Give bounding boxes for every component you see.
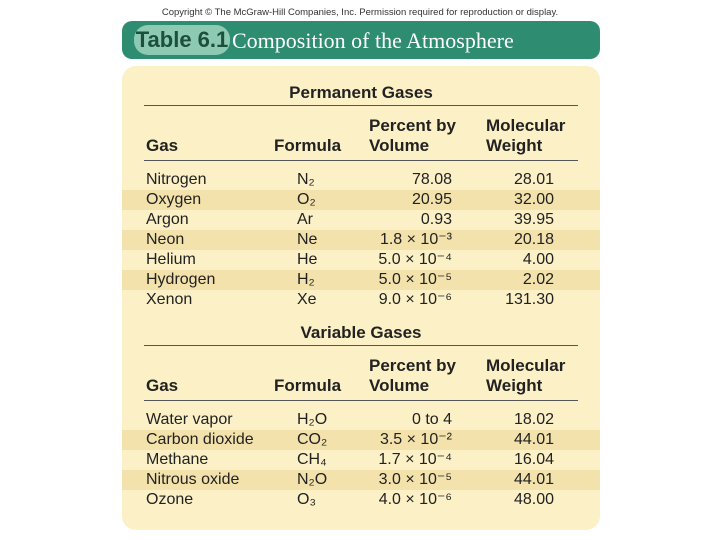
percent-by-volume: 5.0 × 10⁻⁴ <box>378 251 452 268</box>
formula: CO₂ <box>297 431 328 448</box>
percent-by-volume: 0.93 <box>420 211 452 228</box>
gas-name: Nitrous oxide <box>146 471 240 488</box>
molecular-weight: 44.01 <box>513 471 554 488</box>
formula: H₂O <box>297 411 328 428</box>
variable-gases-title: Variable Gases <box>300 323 422 342</box>
table-row <box>122 430 600 450</box>
gas-name: Hydrogen <box>146 271 216 288</box>
percent-by-volume: 1.8 × 10⁻³ <box>379 231 452 248</box>
gas-name: Helium <box>146 251 196 268</box>
table-row <box>122 410 600 430</box>
molecular-weight: 48.00 <box>513 491 554 508</box>
header-gas: Gas <box>146 136 179 155</box>
molecular-weight: 39.95 <box>513 211 554 228</box>
percent-by-volume: 4.0 × 10⁻⁶ <box>378 491 452 508</box>
header-mw-line1: Molecular <box>486 116 566 135</box>
table-row <box>122 270 600 290</box>
table-row <box>122 230 600 250</box>
gas-name: Ozone <box>146 491 194 508</box>
table-title: Composition of the Atmosphere <box>232 28 514 53</box>
divider <box>144 160 578 161</box>
formula: N₂O <box>297 471 328 488</box>
percent-by-volume: 0 to 4 <box>411 411 452 428</box>
molecular-weight: 16.04 <box>513 451 554 468</box>
gas-name: Argon <box>146 211 189 228</box>
divider <box>144 105 578 106</box>
header-formula: Formula <box>274 136 342 155</box>
gas-name: Carbon dioxide <box>146 431 254 448</box>
percent-by-volume: 3.5 × 10⁻² <box>379 431 452 448</box>
gas-name: Nitrogen <box>146 171 207 188</box>
copyright-notice: Copyright © The McGraw-Hill Companies, Inc. Permission required for reproduction or display. <box>161 7 559 18</box>
gas-name: Oxygen <box>146 191 202 208</box>
percent-by-volume: 5.0 × 10⁻⁵ <box>378 271 452 288</box>
molecular-weight: 44.01 <box>513 431 554 448</box>
percent-by-volume: 9.0 × 10⁻⁶ <box>378 291 452 308</box>
formula: O₂ <box>297 191 316 208</box>
molecular-weight: 20.18 <box>513 231 554 248</box>
header-percent-line1: Percent by <box>369 356 456 375</box>
formula: Ar <box>297 211 313 228</box>
molecular-weight: 2.02 <box>522 271 554 288</box>
formula: H₂ <box>297 271 315 288</box>
table-title-bar <box>122 21 600 59</box>
formula: Xe <box>297 291 317 308</box>
percent-by-volume: 1.7 × 10⁻⁴ <box>378 451 452 468</box>
formula: CH₄ <box>297 451 327 468</box>
header-mw-line1: Molecular <box>486 356 566 375</box>
gas-name: Xenon <box>146 291 193 308</box>
table-row <box>122 490 600 510</box>
percent-by-volume: 20.95 <box>411 191 452 208</box>
formula: N₂ <box>297 171 315 188</box>
header-percent-line2: Volume <box>369 136 430 155</box>
table-row <box>122 470 600 490</box>
header-gas: Gas <box>146 376 179 395</box>
header-percent-line2: Volume <box>369 376 430 395</box>
percent-by-volume: 78.08 <box>411 171 452 188</box>
divider <box>144 400 578 401</box>
table-row <box>122 290 600 310</box>
molecular-weight: 131.30 <box>505 291 554 308</box>
molecular-weight: 18.02 <box>513 411 554 428</box>
divider <box>144 345 578 346</box>
table-row <box>122 190 600 210</box>
gas-name: Water vapor <box>146 411 233 428</box>
header-formula: Formula <box>274 376 342 395</box>
header-percent-line1: Percent by <box>369 116 456 135</box>
gas-name: Neon <box>146 231 185 248</box>
table-row <box>122 450 600 470</box>
header-mw-line2: Weight <box>486 376 543 395</box>
molecular-weight: 28.01 <box>513 171 554 188</box>
percent-by-volume: 3.0 × 10⁻⁵ <box>378 471 452 488</box>
formula: Ne <box>297 231 318 248</box>
formula: O₃ <box>297 491 316 508</box>
header-mw-line2: Weight <box>486 136 543 155</box>
table-row <box>122 210 600 230</box>
table-number: Table 6.1 <box>134 25 230 55</box>
table-panel <box>122 66 600 530</box>
table-row <box>122 170 600 190</box>
permanent-gases-title: Permanent Gases <box>289 83 433 102</box>
table-row <box>122 250 600 270</box>
gas-name: Methane <box>146 451 209 468</box>
molecular-weight: 4.00 <box>522 251 554 268</box>
molecular-weight: 32.00 <box>513 191 554 208</box>
formula: He <box>297 251 318 268</box>
